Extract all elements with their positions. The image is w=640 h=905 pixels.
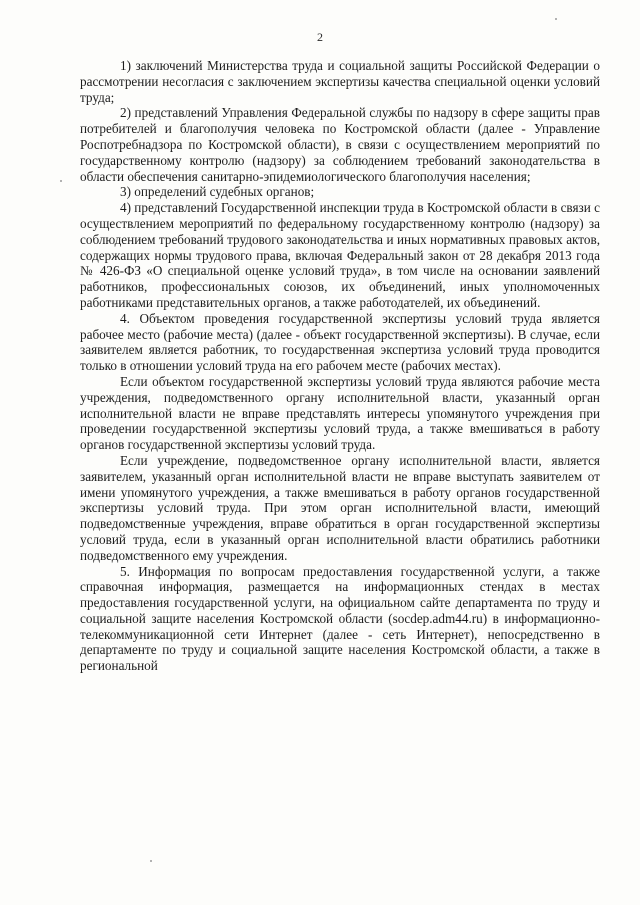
paragraph-subordinate-applicant: Если учреждение, подведомственное органу исполнительной власти, является заявителем, указанный орган исполнительной власти не вправе выступать заявителем от имени упомянутого учреждения, а также вмешиваться в работу органов государственной экспертизы условий труда. При этом орган исполнительной власти, имеющий подведомственные учреждения, вправе обратиться в орган государственной экспертизы условий труда, если в указанный орган исполнительной власти обратились работники подведомственного ему учреждения. <box>80 452 600 563</box>
document-body <box>80 58 600 674</box>
paragraph-item-1: 1) заключений Министерства труда и социальной защиты Российской Федерации о рассмотрении несогласия с заключением экспертизы качества специальной оценки условий труда; <box>80 58 600 105</box>
scan-speck <box>555 18 557 20</box>
paragraph-subordinate-workplaces: Если объектом государственной экспертизы условий труда являются рабочие места учреждения, подведомственного органу исполнительной власти, указанный орган исполнительной власти не вправе представлять интересы упомянутого учреждения при проведении государственной экспертизы условий труда, а также вмешиваться в работу органов государственной экспертизы условий труда. <box>80 373 600 453</box>
scan-speck <box>150 860 152 862</box>
scan-speck <box>60 180 62 182</box>
page-number: 2 <box>317 30 323 44</box>
paragraph-item-3: 3) определений судебных органов; <box>120 184 315 200</box>
paragraph-section-4: 4. Объектом проведения государственной экспертизы условий труда является рабочее место (рабочие места) (далее - объект государственной экспертизы). В случае, если заявителем является работник, то государственная экспертиза условий труда проводится только в отношении условий труда на его рабочем месте (рабочих местах). <box>80 310 600 374</box>
paragraph-item-4: 4) представлений Государственной инспекции труда в Костромской области в связи с осуществлением мероприятий по федеральному государственному контролю (надзору) за соблюдением требований трудового законодательства и иных нормативных правовых актов, содержащих нормы трудового права, включая Федеральный закон от 28 декабря 2013 года № 426-ФЗ «О специальной оценке условий труда», в том числе на основании заявлений работников, профессиональных союзов, их объединений, иных уполномоченных работниками представительных органов, а также работодателей, их объединений. <box>80 200 600 310</box>
paragraph-section-5: 5. Информация по вопросам предоставления государственной услуги, а также справочная информация, размещается на информационных стендах в местах предоставления государственной услуги, на официальном сайте департамента по труду и социальной защите населения Костромской области (socdep.adm44.ru) в информационно-телекоммуникационной сети Интернет (далее - сеть Интернет), непосредственно в департаменте по труду и социальной защите населения Костромской области, а также в региональной <box>80 563 600 674</box>
paragraph-item-2: 2) представлений Управления Федеральной службы по надзору в сфере защиты прав потребителей и благополучия человека по Костромской области (далее - Управление Роспотребнадзора по Костромской области), в связи с осуществлением мероприятий по государственному контролю (надзору) за соблюдением требований законодательства в области обеспечения санитарно-эпидемиологического благополучия населения; <box>80 105 600 184</box>
